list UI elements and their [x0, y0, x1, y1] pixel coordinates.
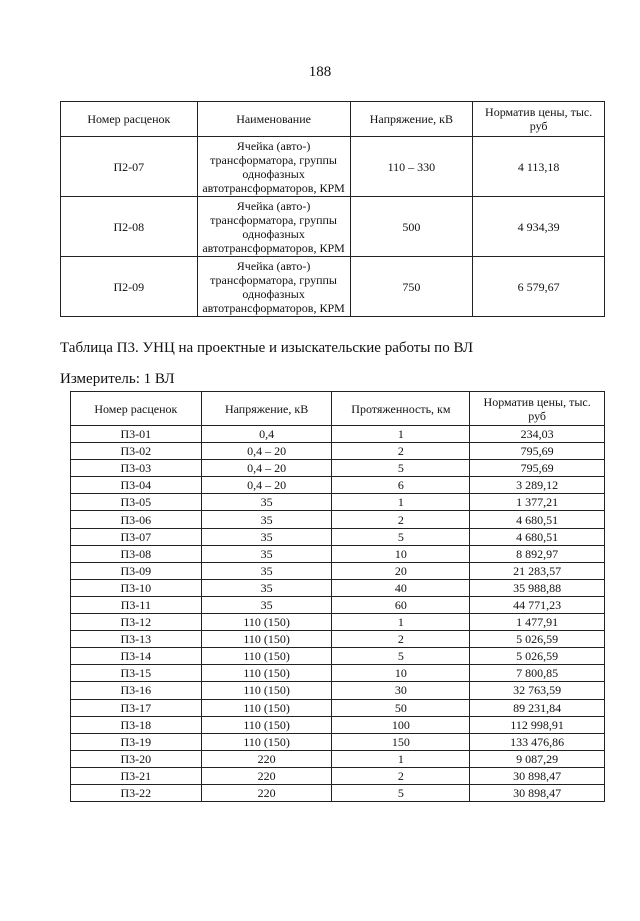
cell-voltage: 35 [201, 596, 332, 613]
table-row [71, 682, 605, 699]
header-rate-number: Номер расценок [71, 392, 202, 426]
header-rate-number: Номер расценок [61, 102, 198, 137]
table-row [71, 443, 605, 460]
cell-rate-number: П2-09 [61, 257, 198, 317]
table-row [71, 426, 605, 443]
table-row [71, 579, 605, 596]
cell-price: 32 763,59 [470, 682, 605, 699]
cell-price: 30 898,47 [470, 784, 605, 801]
table-row [71, 528, 605, 545]
page-number: 188 [308, 64, 332, 80]
cell-voltage: 35 [201, 494, 332, 511]
cell-rate-number: П3-04 [71, 477, 202, 494]
cell-length: 5 [332, 528, 470, 545]
cell-voltage: 500 [350, 197, 473, 257]
cell-price: 112 998,91 [470, 716, 605, 733]
cell-rate-number: П3-01 [71, 426, 202, 443]
cell-price: 795,69 [470, 460, 605, 477]
header-price: Норматив цены, тыс. руб [473, 102, 605, 137]
cell-length: 1 [332, 426, 470, 443]
cell-rate-number: П3-10 [71, 579, 202, 596]
cell-price: 4 680,51 [470, 528, 605, 545]
price-table-p2 [60, 101, 605, 317]
cell-length: 1 [332, 750, 470, 767]
cell-price: 4 680,51 [470, 511, 605, 528]
cell-price: 4 934,39 [473, 197, 605, 257]
cell-length: 60 [332, 596, 470, 613]
table-row [61, 197, 605, 257]
cell-rate-number: П3-02 [71, 443, 202, 460]
table-row [71, 614, 605, 631]
table-row [71, 460, 605, 477]
table-row [71, 477, 605, 494]
cell-voltage: 0,4 – 20 [201, 477, 332, 494]
price-table-p3 [70, 391, 605, 802]
cell-voltage: 110 (150) [201, 665, 332, 682]
cell-rate-number: П3-14 [71, 648, 202, 665]
cell-voltage: 110 (150) [201, 631, 332, 648]
cell-price: 21 283,57 [470, 562, 605, 579]
cell-voltage: 110 (150) [201, 716, 332, 733]
header-voltage: Напряжение, кВ [201, 392, 332, 426]
table-row [71, 494, 605, 511]
cell-length: 2 [332, 767, 470, 784]
cell-rate-number: П3-16 [71, 682, 202, 699]
cell-voltage: 220 [201, 750, 332, 767]
cell-price: 9 087,29 [470, 750, 605, 767]
cell-length: 1 [332, 494, 470, 511]
cell-price: 6 579,67 [473, 257, 605, 317]
table-row [71, 767, 605, 784]
cell-voltage: 35 [201, 528, 332, 545]
table-row [71, 562, 605, 579]
cell-voltage: 35 [201, 579, 332, 596]
cell-rate-number: П2-08 [61, 197, 198, 257]
cell-rate-number: П3-20 [71, 750, 202, 767]
cell-length: 2 [332, 631, 470, 648]
cell-length: 1 [332, 614, 470, 631]
cell-rate-number: П3-03 [71, 460, 202, 477]
table-row [71, 511, 605, 528]
table-row [71, 784, 605, 801]
cell-rate-number: П3-15 [71, 665, 202, 682]
cell-rate-number: П3-11 [71, 596, 202, 613]
table-row [71, 596, 605, 613]
cell-length: 2 [332, 511, 470, 528]
cell-length: 10 [332, 665, 470, 682]
cell-voltage: 110 (150) [201, 699, 332, 716]
cell-rate-number: П3-09 [71, 562, 202, 579]
cell-price: 35 988,88 [470, 579, 605, 596]
cell-voltage: 35 [201, 511, 332, 528]
cell-price: 44 771,23 [470, 596, 605, 613]
table-row [71, 750, 605, 767]
cell-voltage: 110 – 330 [350, 137, 473, 197]
header-voltage: Напряжение, кВ [350, 102, 473, 137]
cell-voltage: 110 (150) [201, 614, 332, 631]
table-caption: Таблица П3. УНЦ на проектные и изыскательские работы по ВЛ [60, 340, 474, 356]
cell-rate-number: П3-06 [71, 511, 202, 528]
table-row [61, 137, 605, 197]
cell-voltage: 0,4 [201, 426, 332, 443]
table-header-row [61, 102, 605, 137]
cell-rate-number: П3-08 [71, 545, 202, 562]
cell-length: 50 [332, 699, 470, 716]
cell-voltage: 110 (150) [201, 648, 332, 665]
table-row [71, 716, 605, 733]
cell-price: 795,69 [470, 443, 605, 460]
cell-length: 30 [332, 682, 470, 699]
table-row [71, 631, 605, 648]
cell-rate-number: П3-07 [71, 528, 202, 545]
cell-price: 30 898,47 [470, 767, 605, 784]
cell-rate-number: П3-21 [71, 767, 202, 784]
cell-price: 234,03 [470, 426, 605, 443]
table-row [61, 257, 605, 317]
cell-name: Ячейка (авто-) трансформатора, группы однофазных автотрансформаторов, КРМ [197, 257, 350, 317]
cell-length: 6 [332, 477, 470, 494]
cell-price: 8 892,97 [470, 545, 605, 562]
table-row [71, 733, 605, 750]
cell-length: 150 [332, 733, 470, 750]
cell-name: Ячейка (авто-) трансформатора, группы однофазных автотрансформаторов, КРМ [197, 137, 350, 197]
cell-rate-number: П3-22 [71, 784, 202, 801]
table-row [71, 648, 605, 665]
cell-price: 1 477,91 [470, 614, 605, 631]
cell-voltage: 220 [201, 767, 332, 784]
cell-length: 5 [332, 648, 470, 665]
cell-voltage: 110 (150) [201, 682, 332, 699]
cell-rate-number: П2-07 [61, 137, 198, 197]
cell-price: 4 113,18 [473, 137, 605, 197]
cell-voltage: 0,4 – 20 [201, 460, 332, 477]
table-meter: Измеритель: 1 ВЛ [60, 371, 175, 387]
cell-voltage: 0,4 – 20 [201, 443, 332, 460]
cell-voltage: 110 (150) [201, 733, 332, 750]
table-header-row [71, 392, 605, 426]
cell-rate-number: П3-18 [71, 716, 202, 733]
cell-price: 7 800,85 [470, 665, 605, 682]
cell-length: 5 [332, 460, 470, 477]
cell-length: 5 [332, 784, 470, 801]
cell-price: 133 476,86 [470, 733, 605, 750]
cell-price: 5 026,59 [470, 648, 605, 665]
cell-rate-number: П3-13 [71, 631, 202, 648]
cell-voltage: 220 [201, 784, 332, 801]
cell-price: 89 231,84 [470, 699, 605, 716]
header-length: Протяженность, км [332, 392, 470, 426]
cell-name: Ячейка (авто-) трансформатора, группы однофазных автотрансформаторов, КРМ [197, 197, 350, 257]
cell-length: 40 [332, 579, 470, 596]
header-name: Наименование [197, 102, 350, 137]
table-row [71, 699, 605, 716]
cell-rate-number: П3-19 [71, 733, 202, 750]
cell-rate-number: П3-05 [71, 494, 202, 511]
header-price: Норматив цены, тыс. руб [470, 392, 605, 426]
cell-length: 2 [332, 443, 470, 460]
cell-rate-number: П3-12 [71, 614, 202, 631]
cell-length: 20 [332, 562, 470, 579]
table-row [71, 665, 605, 682]
cell-voltage: 750 [350, 257, 473, 317]
cell-rate-number: П3-17 [71, 699, 202, 716]
cell-price: 5 026,59 [470, 631, 605, 648]
cell-length: 100 [332, 716, 470, 733]
cell-voltage: 35 [201, 545, 332, 562]
cell-length: 10 [332, 545, 470, 562]
table-row [71, 545, 605, 562]
cell-price: 1 377,21 [470, 494, 605, 511]
cell-voltage: 35 [201, 562, 332, 579]
cell-price: 3 289,12 [470, 477, 605, 494]
